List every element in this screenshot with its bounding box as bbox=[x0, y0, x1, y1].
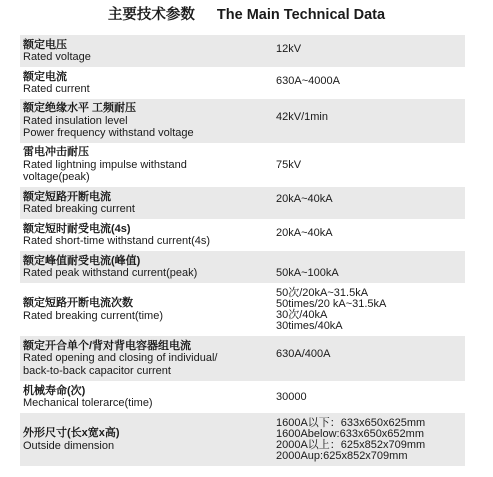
spec-label bbox=[20, 223, 276, 248]
spec-row bbox=[20, 381, 465, 413]
spec-value-line: 1600A以下：633x650x625mm bbox=[276, 416, 426, 429]
spec-value bbox=[276, 194, 465, 205]
spec-value-line: 12kV bbox=[276, 42, 302, 55]
page-title bbox=[0, 6, 493, 24]
spec-label-chinese: 机械寿命(次) bbox=[23, 384, 86, 397]
spec-label bbox=[20, 102, 276, 140]
spec-label-chinese: 额定绝缘水平 工频耐压 bbox=[23, 102, 137, 115]
spec-label bbox=[20, 385, 276, 410]
spec-label-english: back-to-back capacitor current bbox=[23, 364, 171, 377]
spec-value-line: 630A~4000A bbox=[276, 74, 340, 87]
spec-label-english: Rated breaking current(time) bbox=[23, 309, 164, 322]
spec-label bbox=[20, 71, 276, 96]
spec-value bbox=[276, 112, 465, 123]
spec-value bbox=[276, 418, 465, 462]
spec-value-line: 50次/20kA~31.5kA bbox=[276, 286, 369, 299]
spec-value-line: 20kA~40kA bbox=[276, 192, 333, 205]
spec-label bbox=[20, 427, 276, 452]
spec-value-line: 50times/20 kA~31.5kA bbox=[276, 297, 387, 310]
spec-value bbox=[276, 228, 465, 239]
spec-value-line: 30times/40kA bbox=[276, 319, 343, 332]
spec-value-line: 50kA~100kA bbox=[276, 266, 339, 279]
spec-value-line: 630A/400A bbox=[276, 348, 331, 360]
spec-value bbox=[276, 160, 465, 171]
spec-value-line: 20kA~40kA bbox=[276, 226, 333, 239]
spec-label-chinese: 额定峰值耐受电流(峰值) bbox=[23, 254, 141, 267]
title-chinese: 主要技术参数 bbox=[107, 7, 195, 23]
spec-value-line: 42kV/1min bbox=[276, 110, 328, 123]
spec-label-chinese: 额定短路开断电流 bbox=[23, 190, 111, 203]
spec-label bbox=[20, 191, 276, 216]
spec-label-english: Rated short-time withstand current(4s) bbox=[23, 235, 211, 247]
spec-label bbox=[20, 340, 276, 378]
spec-label-english: voltage(peak) bbox=[23, 171, 90, 184]
spec-label bbox=[20, 146, 276, 184]
spec-row bbox=[20, 99, 465, 143]
spec-label bbox=[20, 297, 276, 322]
spec-row bbox=[20, 219, 465, 251]
spec-label-chinese: 外形尺寸(长x宽x高) bbox=[23, 427, 120, 439]
spec-label-english: Rated lightning impulse withstand bbox=[23, 158, 187, 171]
spec-label-english: Rated current bbox=[23, 83, 90, 95]
spec-label-english: Rated breaking current bbox=[23, 203, 135, 215]
spec-row bbox=[20, 336, 465, 381]
spec-label-english: Rated opening and closing of individual/ bbox=[23, 352, 218, 365]
spec-label-english: Power frequency withstand voltage bbox=[23, 127, 194, 140]
spec-value-line: 75kV bbox=[276, 158, 302, 171]
spec-value bbox=[276, 392, 465, 403]
spec-row bbox=[20, 251, 465, 283]
spec-value-line: 30000 bbox=[276, 390, 307, 403]
spec-value bbox=[276, 288, 465, 332]
spec-value-line: 2000A以上：625x852x709mm bbox=[276, 438, 426, 451]
spec-value bbox=[276, 349, 465, 360]
spec-value bbox=[276, 268, 465, 279]
spec-value bbox=[276, 76, 465, 87]
spec-table bbox=[20, 35, 465, 466]
spec-label-english: Rated voltage bbox=[23, 51, 91, 63]
spec-label-english: Rated peak withstand current(peak) bbox=[23, 267, 198, 279]
spec-value bbox=[276, 44, 465, 55]
spec-label bbox=[20, 255, 276, 280]
spec-label-english: Rated insulation level bbox=[23, 114, 128, 127]
spec-row bbox=[20, 413, 465, 466]
spec-label-chinese: 额定短路开断电流次数 bbox=[23, 297, 133, 309]
spec-value-line: 30次/40kA bbox=[276, 308, 328, 321]
spec-label-chinese: 额定开合单个/背对背电容器组电流 bbox=[23, 339, 192, 352]
spec-label bbox=[20, 39, 276, 64]
spec-label-chinese: 额定电压 bbox=[23, 38, 67, 51]
spec-label-chinese: 雷电冲击耐压 bbox=[23, 146, 89, 159]
spec-label-chinese: 额定电流 bbox=[23, 70, 67, 83]
spec-row bbox=[20, 283, 465, 336]
spec-label-chinese: 额定短时耐受电流(4s) bbox=[23, 222, 131, 235]
spec-row bbox=[20, 67, 465, 99]
title-english: The Main Technical Data bbox=[216, 7, 386, 23]
spec-row bbox=[20, 187, 465, 219]
spec-row bbox=[20, 143, 465, 187]
spec-label-english: Outside dimension bbox=[23, 439, 115, 452]
spec-row bbox=[20, 35, 465, 67]
spec-label-english: Mechanical tolerarce(time) bbox=[23, 397, 153, 409]
spec-value-line: 1600Abelow:633x650x652mm bbox=[276, 427, 424, 440]
spec-value-line: 2000Aup:625x852x709mm bbox=[276, 449, 408, 462]
